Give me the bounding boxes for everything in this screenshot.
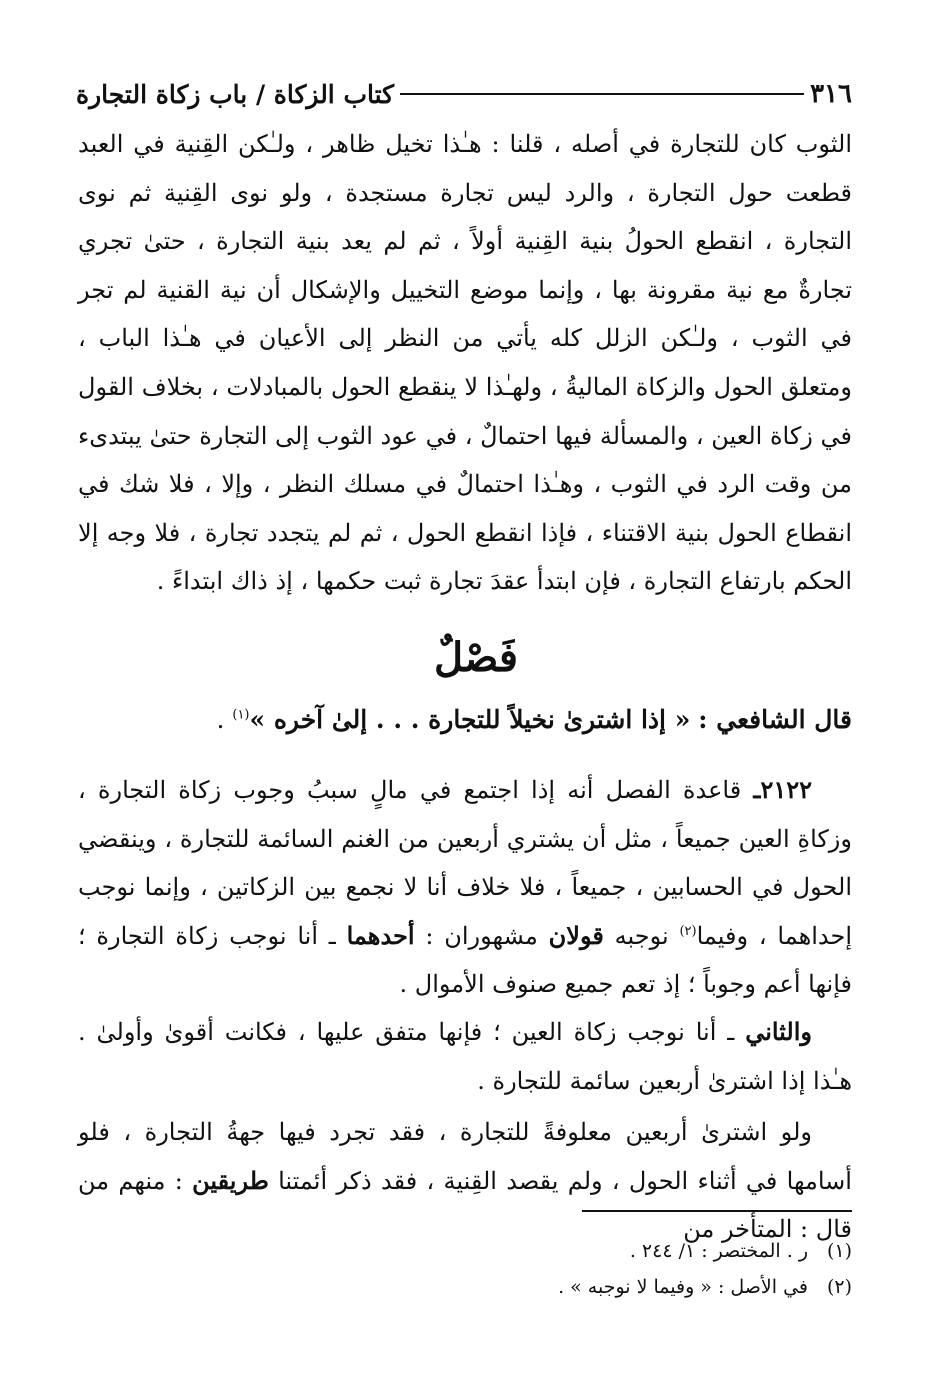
footnote-rule	[582, 1210, 852, 1212]
para-text: : منهم من قال : المتأخر من	[78, 1166, 852, 1244]
bold-term: أحدهما	[346, 920, 415, 950]
paragraph-feed-livestock	[78, 1108, 852, 1254]
running-header	[76, 74, 852, 114]
page-number: ٣١٦	[810, 79, 852, 109]
footnote-text: في الأصل : « وفيما لا نوجبه » .	[558, 1276, 808, 1298]
para-text: ولو اشترىٰ أربعين معلوفةً للتجارة ، فقد تجرد فيها جهةُ التجارة ، فلو أسامها في أثناء الحول ، ولم يقصد القِنية ، فقد ذكر أئمتنا	[78, 1118, 852, 1195]
footnote-1	[300, 1236, 852, 1266]
quote-intro: قال الشافعي :	[698, 705, 852, 734]
para-text: قاعدة الفصل أنه إذا اجتمع في مالٍ سببُ وجوب زكاة التجارة ، وزكاةِ العين جميعاً ، مثل أن يشتري أربعين من الغنم السائمة للتجارة ، وينقضي الحول في الحسابين ، جميعاً ، فلا خلاف أنا لا نجمع بين الزكاتين ، وإنما نوجب إحداهما ، وفيما	[78, 776, 853, 950]
para-text: ـ أنا نوجب زكاة التجارة ؛ فإنها أعم وجوباً ؛ إذ تعم جميع صنوف الأموال .	[78, 921, 852, 999]
footnote-number: (١)	[826, 1240, 852, 1262]
bold-term: قولان	[548, 920, 604, 950]
paragraph-number: ٢١٢٢ـ	[753, 775, 812, 804]
footnote-ref-2: (٢)	[679, 923, 697, 939]
bold-term: والثاني	[745, 1017, 812, 1046]
header-rule	[400, 93, 804, 95]
running-title: كتاب الزكاة / باب زكاة التجارة	[76, 79, 395, 109]
para-text: نوجبه	[614, 921, 669, 950]
footnote-2	[300, 1272, 852, 1302]
footnote-text: ر . المختصر : ١/ ٢٤٤ .	[629, 1240, 808, 1262]
footnote-number: (٢)	[826, 1276, 852, 1298]
paragraph-continued: الثوب كان للتجارة في أصله ، قلنا : هـٰذا تخيل ظاهر ، ولـٰكن القِنية في العبد قطعت حول التجارة ، والرد ليس تجارة مستجدة ، ولو نوى القِنية ثم نوى التجارة ، انقطع الحولُ بنية القِنية أولاً ، ثم لم يعد بنية التجارة ، حتىٰ تجري تجارةٌ مع نية مقرونة بها ، وإنما موضع التخييل والإشكال أن نية القنية لم تجر في الثوب ، ولـٰكن الزلل كله يأتي من النظر إلى الأعيان في هـٰذا الباب ، ومتعلق الحول والزكاة الماليةُ ، ولهـٰذا لا ينقطع الحول بالمبادلات ، بخلاف القول في زكاة العين ، والمسألة فيها احتمالٌ ، في عود الثوب إلى التجارة حتىٰ يبتدىء من وقت الرد في الثوب ، وهـٰذا احتمالٌ في مسلك النظر ، وإلا ، فلا شك في انقطاع الحول بنية الاقتناء ، فإذا انقطع الحول ، ثم لم يتجدد تجارة ، فلا وجه إلا الحكم بارتفاع التجارة ، فإن ابتدأ عقدَ تجارة ثبت حكمها ، إذ ذاك ابتداءً .	[78, 130, 852, 596]
para-text: مشهوران :	[425, 921, 538, 950]
footnote-ref-1: (١)	[232, 707, 250, 723]
bold-term: طريقين	[192, 1165, 269, 1195]
para-text: ـ أنا نوجب زكاة العين ؛ فإنها متفق عليها ، فكانت أقوىٰ وأولىٰ . هـٰذا إذا اشترىٰ أربعين سائمة للتجارة .	[78, 1018, 852, 1095]
paragraph-2122	[78, 766, 852, 1009]
paragraph-second-view	[78, 1008, 852, 1105]
section-heading-fasl: فَصْلٌ	[433, 634, 519, 681]
quote-text: « إذا اشترىٰ نخيلاً للتجارة . . . إلىٰ آخره »	[249, 705, 691, 734]
shafii-quote: قال الشافعي : « إذا اشترىٰ نخيلاً للتجارة . . . إلىٰ آخره »$^{(١)}$ .	[216, 705, 852, 734]
